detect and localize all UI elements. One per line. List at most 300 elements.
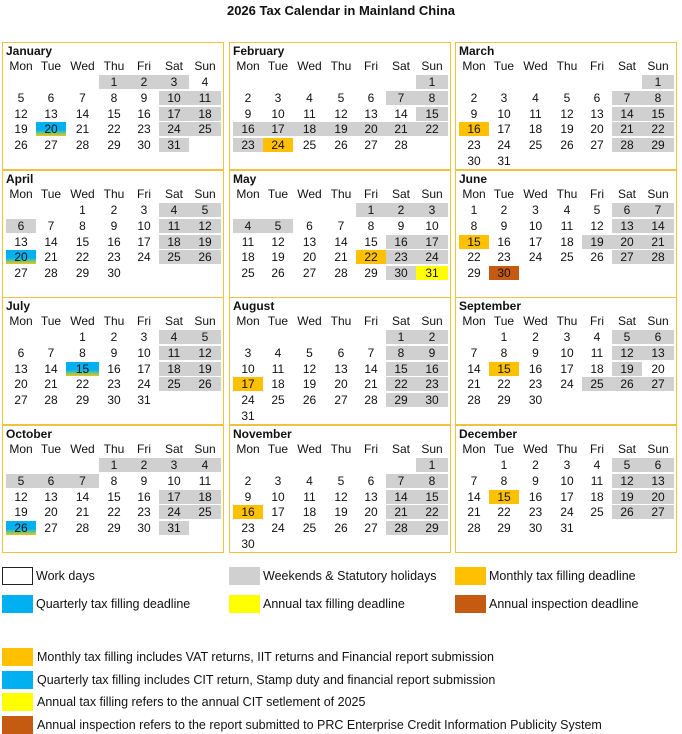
day-cell: 15 (642, 107, 674, 121)
day-cell: 11 (198, 473, 212, 488)
day-cell: 25 (189, 505, 221, 519)
day-cell: 6 (36, 474, 66, 488)
day-cell: 5 (6, 474, 36, 488)
weekday-header: Sun (647, 59, 669, 73)
day-cell: 18 (189, 490, 221, 504)
day-cell: 5 (189, 330, 221, 344)
day-cell: 9 (416, 346, 448, 360)
day-cell: 12 (590, 218, 604, 233)
day-cell: 29 (75, 266, 90, 281)
day-cell: 29 (364, 266, 378, 281)
day-cell: 17 (560, 489, 574, 504)
day-cell: 7 (47, 345, 55, 360)
weekday-header: Thu (330, 59, 352, 73)
day-cell: 6 (17, 345, 25, 360)
day-cell: 25 (271, 393, 285, 408)
weekday-header: Wed (523, 442, 548, 456)
day-cell: 5 (189, 203, 221, 217)
day-cell: 20 (334, 377, 348, 392)
weekday-header: Sat (164, 59, 183, 73)
day-cell: 16 (233, 505, 263, 519)
day-cell: 27 (302, 266, 317, 281)
weekday-header: Mon (236, 59, 260, 73)
day-cell: 3 (159, 75, 189, 89)
day-cell: 14 (467, 361, 481, 376)
day-cell: 22 (107, 122, 121, 137)
day-cell: 28 (75, 138, 90, 153)
day-cell: 2 (244, 90, 252, 105)
day-cell: 24 (263, 138, 293, 152)
day-cell: 26 (6, 521, 36, 535)
weekday-header: Mon (462, 59, 486, 73)
day-cell: 9 (244, 489, 252, 504)
weekday-header: Tue (40, 187, 62, 201)
day-cell: 12 (14, 106, 28, 121)
day-cell: 28 (44, 393, 58, 408)
day-cell: 20 (364, 505, 378, 520)
day-cell: 9 (500, 218, 508, 233)
day-cell: 25 (159, 250, 189, 264)
day-cell: 20 (356, 122, 386, 136)
day-cell: 20 (642, 490, 674, 504)
day-cell: 1 (470, 203, 478, 217)
day-cell: 4 (306, 473, 313, 488)
weekday-header: Sun (421, 442, 443, 456)
weekday-header: Wed (297, 314, 322, 328)
weekday-header: Thu (103, 314, 125, 328)
day-cell: 5 (337, 90, 345, 105)
day-cell: 9 (140, 473, 148, 488)
day-cell: 3 (500, 90, 508, 105)
day-cell: 4 (159, 203, 189, 217)
weekday-header: Wed (70, 59, 95, 73)
legend-label-annual-deadline: Annual tax filling deadline (263, 597, 405, 611)
weekday-header: Tue (493, 187, 515, 201)
month-april (2, 170, 224, 298)
day-cell: 22 (75, 250, 90, 265)
day-cell: 14 (75, 489, 90, 504)
note-swatch (2, 671, 33, 689)
day-cell: 3 (140, 203, 148, 217)
day-cell: 18 (159, 362, 189, 376)
day-cell: 22 (497, 505, 511, 520)
day-cell: 19 (612, 490, 642, 504)
day-cell: 16 (528, 489, 543, 504)
day-cell: 17 (271, 505, 285, 520)
day-cell: 17 (233, 377, 263, 391)
day-cell: 11 (159, 346, 189, 360)
weekday-header: Fri (137, 442, 151, 456)
day-cell: 14 (364, 361, 378, 376)
day-cell: 16 (137, 106, 151, 121)
day-cell: 26 (560, 138, 574, 153)
day-cell: 24 (137, 250, 151, 265)
weekday-header: Sun (421, 187, 443, 201)
day-cell: 2 (416, 330, 448, 344)
day-cell: 12 (271, 234, 285, 249)
day-cell: 2 (470, 90, 478, 105)
day-cell: 20 (590, 122, 604, 137)
day-cell: 1 (500, 330, 508, 344)
day-cell: 24 (271, 521, 285, 536)
day-cell: 12 (334, 489, 348, 504)
month-june (455, 170, 677, 298)
day-cell: 8 (500, 345, 508, 360)
day-cell: 29 (467, 266, 481, 281)
weekday-header: Fri (590, 59, 604, 73)
weekday-header: Sun (647, 187, 669, 201)
day-cell: 26 (334, 521, 348, 536)
day-cell: 24 (528, 250, 543, 265)
day-cell: 4 (563, 203, 571, 217)
weekday-header: Sat (617, 59, 636, 73)
weekday-header: Tue (267, 187, 289, 201)
day-cell: 20 (651, 361, 665, 376)
day-cell: 13 (612, 219, 642, 233)
day-cell: 15 (489, 362, 519, 376)
day-cell: 10 (137, 345, 151, 360)
day-cell: 16 (459, 122, 489, 136)
day-cell: 12 (14, 489, 28, 504)
day-cell: 1 (642, 75, 674, 89)
weekday-header: Thu (330, 187, 352, 201)
weekday-header: Thu (330, 314, 352, 328)
day-cell: 8 (110, 473, 118, 488)
day-cell: 31 (241, 409, 255, 423)
weekday-header: Wed (523, 59, 548, 73)
day-cell: 18 (590, 489, 604, 504)
day-cell: 12 (612, 474, 642, 488)
weekday-header: Wed (70, 442, 95, 456)
day-cell: 23 (467, 138, 481, 153)
day-cell: 17 (263, 122, 293, 136)
day-cell: 16 (528, 361, 543, 376)
day-cell: 17 (159, 107, 189, 121)
weekday-header: Wed (297, 442, 322, 456)
day-cell: 25 (189, 122, 221, 136)
day-cell: 2 (110, 330, 118, 344)
weekday-header: Fri (137, 314, 151, 328)
day-cell: 14 (75, 106, 90, 121)
legend-label-inspection-deadline: Annual inspection deadline (489, 597, 639, 611)
day-cell: 9 (470, 106, 478, 121)
day-cell: 22 (416, 122, 448, 136)
legend-swatch-inspection-deadline (455, 595, 486, 613)
day-cell: 23 (241, 521, 255, 536)
day-cell: 16 (233, 122, 263, 136)
legend-swatch-quarterly-deadline (2, 595, 33, 613)
day-cell: 23 (386, 250, 416, 264)
weekday-header: Sun (194, 187, 216, 201)
day-cell: 4 (201, 75, 209, 89)
day-cell: 11 (303, 489, 316, 504)
day-cell: 3 (244, 345, 252, 360)
day-cell: 9 (397, 218, 405, 233)
day-cell: 28 (467, 393, 481, 408)
day-cell: 30 (107, 266, 121, 281)
day-cell: 4 (189, 458, 221, 472)
day-cell: 10 (241, 361, 255, 376)
weekday-header: Thu (556, 442, 578, 456)
day-cell: 6 (47, 90, 55, 105)
legend-swatch-annual-deadline (229, 595, 260, 613)
day-cell: 24 (560, 377, 574, 392)
day-cell: 14 (334, 234, 348, 249)
day-cell: 17 (137, 361, 151, 376)
day-cell: 6 (612, 203, 642, 217)
day-cell: 28 (44, 266, 58, 281)
month-name: June (459, 172, 488, 186)
day-cell: 10 (159, 91, 189, 105)
day-cell: 28 (467, 521, 481, 536)
day-cell: 27 (334, 393, 348, 408)
weekday-header: Thu (556, 187, 578, 201)
day-cell: 24 (560, 505, 574, 520)
day-cell: 25 (582, 377, 612, 391)
month-march (455, 42, 677, 170)
day-cell: 18 (590, 361, 604, 376)
day-cell: 26 (189, 377, 221, 391)
weekday-header: Tue (493, 59, 515, 73)
day-cell: 7 (470, 345, 478, 360)
day-cell: 8 (416, 474, 448, 488)
day-cell: 27 (44, 521, 58, 536)
day-cell: 13 (44, 489, 58, 504)
day-cell: 20 (36, 122, 66, 136)
day-cell: 11 (189, 91, 221, 105)
day-cell: 7 (642, 203, 674, 217)
day-cell: 15 (75, 234, 90, 249)
day-cell: 4 (233, 219, 263, 233)
day-cell: 6 (642, 330, 674, 344)
day-cell: 19 (302, 377, 317, 392)
day-cell: 18 (159, 235, 189, 249)
day-cell: 15 (386, 362, 416, 376)
day-cell: 11 (303, 106, 316, 121)
day-cell: 14 (642, 219, 674, 233)
day-cell: 30 (107, 393, 121, 408)
day-cell: 6 (642, 458, 674, 472)
weekday-header: Sat (617, 442, 636, 456)
day-cell: 31 (416, 266, 448, 280)
day-cell: 16 (386, 235, 416, 249)
day-cell: 7 (79, 90, 86, 105)
day-cell: 30 (528, 393, 543, 408)
day-cell: 3 (140, 330, 148, 344)
day-cell: 8 (79, 345, 86, 360)
day-cell: 19 (271, 250, 285, 265)
day-cell: 17 (497, 122, 511, 137)
day-cell: 27 (612, 250, 642, 264)
note-swatch (2, 648, 33, 666)
day-cell: 10 (137, 218, 151, 233)
day-cell: 29 (107, 521, 121, 536)
day-cell: 26 (302, 393, 317, 408)
day-cell: 11 (241, 234, 255, 249)
day-cell: 28 (334, 266, 348, 281)
day-cell: 19 (612, 362, 642, 376)
day-cell: 12 (189, 219, 221, 233)
day-cell: 23 (416, 377, 448, 391)
day-cell: 20 (302, 250, 317, 265)
day-cell: 8 (416, 91, 448, 105)
day-cell: 2 (129, 458, 159, 472)
day-cell: 4 (593, 330, 601, 344)
day-cell: 31 (497, 154, 511, 168)
day-cell: 30 (241, 537, 255, 551)
day-cell: 15 (107, 489, 121, 504)
day-cell: 16 (107, 361, 121, 376)
day-cell: 4 (593, 458, 601, 472)
day-cell: 19 (189, 235, 221, 249)
day-cell: 13 (364, 106, 378, 121)
day-cell: 20 (6, 250, 36, 264)
day-cell: 10 (271, 489, 285, 504)
day-cell: 23 (497, 250, 511, 265)
day-cell: 6 (306, 218, 313, 233)
month-name: January (6, 44, 53, 58)
legend-label-quarterly-deadline: Quarterly tax filling deadline (36, 597, 191, 611)
weekday-header: Thu (103, 59, 125, 73)
day-cell: 6 (337, 345, 345, 360)
day-cell: 2 (532, 330, 539, 344)
weekday-header: Fri (364, 314, 378, 328)
day-cell: 13 (642, 474, 674, 488)
day-cell: 26 (14, 138, 28, 153)
day-cell: 5 (263, 219, 293, 233)
page-title: 2026 Tax Calendar in Mainland China (226, 3, 456, 18)
day-cell: 2 (386, 203, 416, 217)
weekday-header: Sun (194, 442, 216, 456)
day-cell: 5 (337, 473, 345, 488)
day-cell: 11 (271, 361, 285, 376)
day-cell: 19 (560, 122, 574, 137)
month-name: September (459, 299, 522, 313)
weekday-header: Wed (523, 187, 548, 201)
day-cell: 14 (44, 234, 58, 249)
day-cell: 26 (334, 138, 348, 153)
day-cell: 21 (467, 505, 481, 520)
day-cell: 31 (159, 138, 189, 152)
day-cell: 7 (47, 218, 55, 233)
day-cell: 23 (107, 377, 121, 392)
day-cell: 22 (356, 250, 386, 264)
day-cell: 17 (159, 490, 189, 504)
day-cell: 20 (14, 377, 28, 392)
day-cell: 21 (612, 122, 642, 136)
day-cell: 28 (642, 250, 674, 264)
month-name: May (233, 172, 257, 186)
day-cell: 24 (159, 505, 189, 519)
day-cell: 10 (167, 473, 181, 488)
day-cell: 13 (590, 106, 604, 121)
day-cell: 13 (334, 361, 348, 376)
day-cell: 30 (137, 521, 151, 536)
month-name: November (233, 427, 292, 441)
day-cell: 7 (386, 474, 416, 488)
day-cell: 25 (302, 138, 317, 153)
day-cell: 22 (386, 377, 416, 391)
day-cell: 8 (367, 218, 375, 233)
day-cell: 1 (79, 203, 86, 217)
day-cell: 7 (470, 473, 478, 488)
day-cell: 9 (140, 90, 148, 105)
weekday-header: Thu (103, 187, 125, 201)
weekday-header: Fri (137, 187, 151, 201)
weekday-header: Fri (590, 314, 604, 328)
day-cell: 14 (394, 106, 408, 121)
day-cell: 30 (137, 138, 151, 153)
day-cell: 15 (66, 362, 99, 376)
day-cell: 16 (107, 234, 121, 249)
day-cell: 18 (271, 377, 285, 392)
month-october (2, 425, 224, 553)
day-cell: 2 (500, 203, 508, 217)
day-cell: 14 (386, 490, 416, 504)
day-cell: 13 (642, 346, 674, 360)
day-cell: 12 (560, 106, 574, 121)
day-cell: 21 (386, 122, 416, 136)
weekday-header: Wed (523, 314, 548, 328)
day-cell: 15 (459, 235, 489, 249)
weekday-header: Mon (9, 442, 33, 456)
month-name: December (459, 427, 518, 441)
legend-swatch-work-days (2, 567, 33, 585)
day-cell: 24 (416, 250, 448, 264)
day-cell: 30 (489, 266, 519, 280)
day-cell: 14 (612, 107, 642, 121)
day-cell: 12 (612, 346, 642, 360)
day-cell: 22 (497, 377, 511, 392)
note-text: Monthly tax filling includes VAT returns, IIT returns and Financial report submission (37, 650, 494, 664)
day-cell: 26 (189, 250, 221, 264)
day-cell: 1 (500, 458, 508, 472)
day-cell: 3 (532, 203, 539, 217)
day-cell: 5 (612, 330, 642, 344)
day-cell: 10 (560, 345, 574, 360)
day-cell: 26 (590, 250, 604, 265)
day-cell: 19 (14, 505, 28, 520)
day-cell: 1 (356, 203, 386, 217)
day-cell: 28 (394, 138, 408, 153)
day-cell: 22 (642, 122, 674, 136)
day-cell: 9 (110, 345, 118, 360)
day-cell: 8 (386, 346, 416, 360)
day-cell: 6 (367, 473, 375, 488)
day-cell: 4 (159, 330, 189, 344)
day-cell: 12 (302, 361, 317, 376)
day-cell: 18 (302, 505, 317, 520)
day-cell: 25 (590, 505, 604, 520)
day-cell: 7 (612, 91, 642, 105)
day-cell: 3 (159, 458, 189, 472)
day-cell: 15 (416, 107, 448, 121)
day-cell: 21 (364, 377, 378, 392)
day-cell: 18 (293, 122, 326, 136)
day-cell: 2 (110, 203, 118, 217)
day-cell: 5 (593, 203, 601, 217)
weekday-header: Sat (164, 187, 183, 201)
month-name: August (233, 299, 275, 313)
day-cell: 31 (159, 521, 189, 535)
day-cell: 5 (17, 90, 25, 105)
day-cell: 24 (159, 122, 189, 136)
legend-label-weekends-holidays: Weekends & Statutory holidays (263, 569, 437, 583)
weekday-header: Tue (493, 314, 515, 328)
day-cell: 7 (66, 474, 99, 488)
day-cell: 1 (79, 330, 86, 344)
day-cell: 27 (642, 505, 674, 519)
